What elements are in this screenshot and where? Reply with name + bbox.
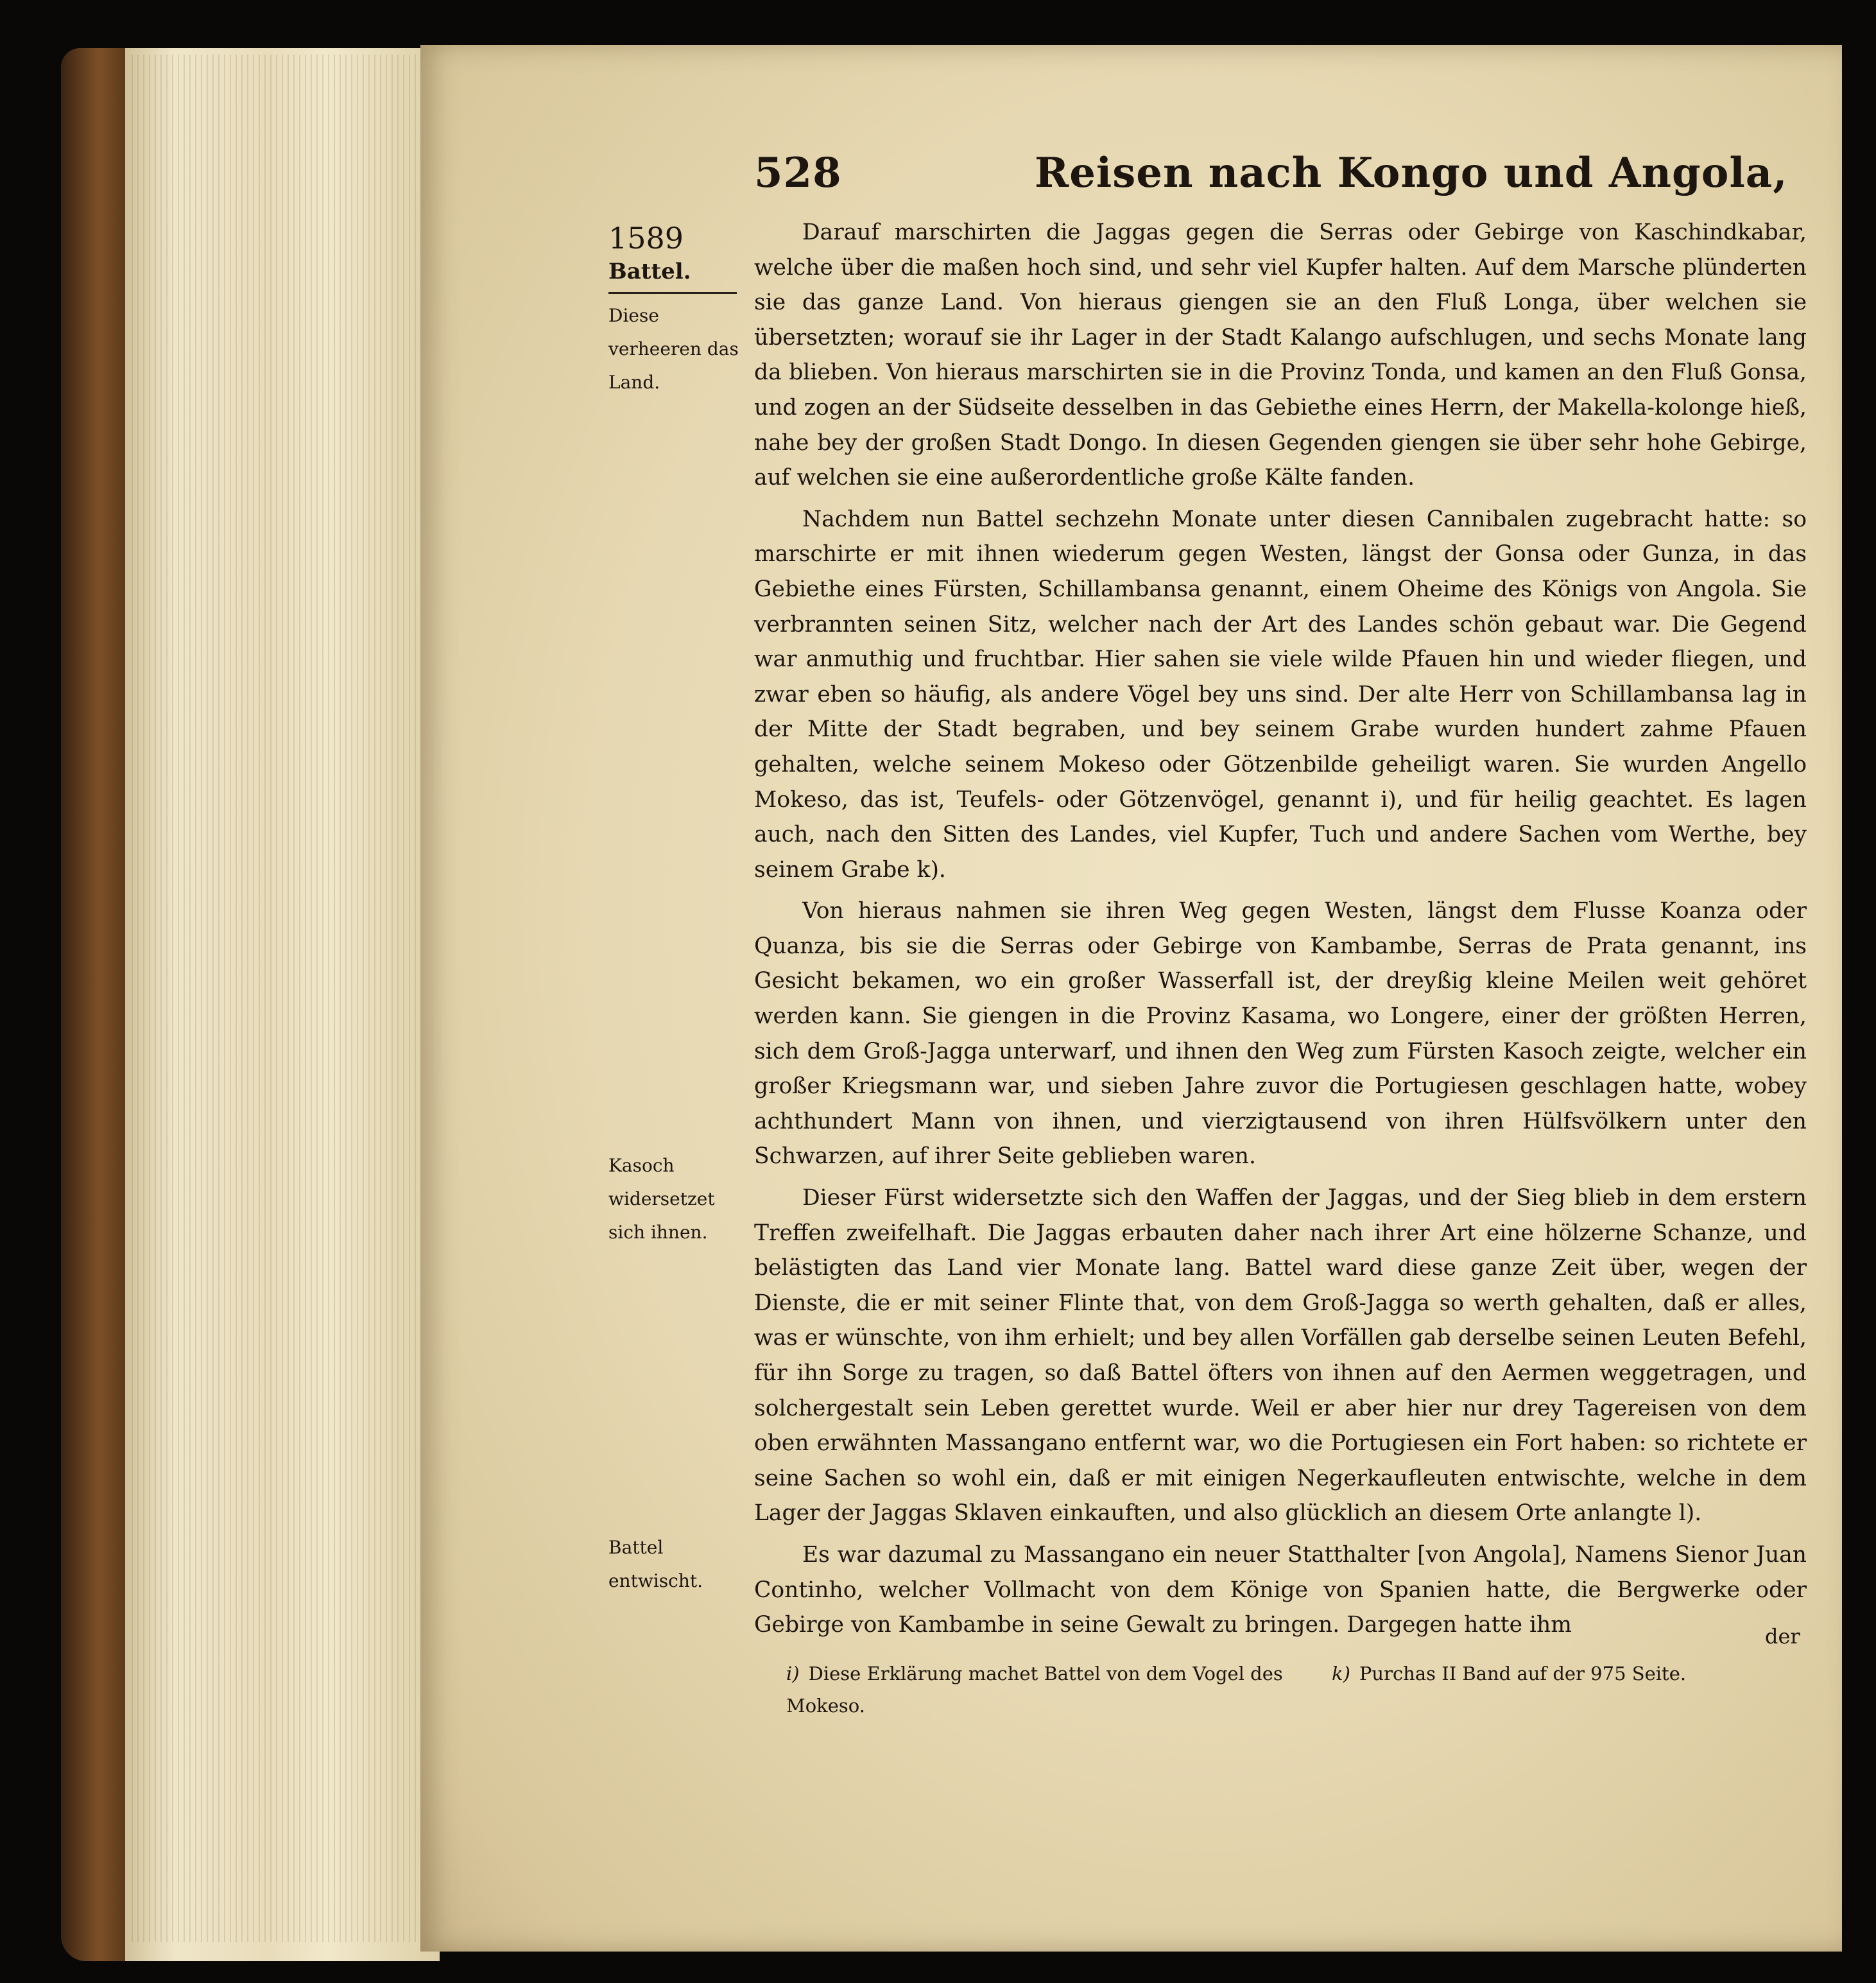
body-text bbox=[754, 215, 1807, 1649]
catchword: der bbox=[1765, 1624, 1800, 1649]
footnote-i-text: Diese Erklärung machet Battel von dem Vogel des Mokeso. bbox=[786, 1663, 1283, 1717]
paragraph-3: Von hieraus nahmen sie ihren Weg gegen Westen, längst dem Flusse Koanza oder Quanza, bis sie die Serras oder Gebirge von Kambambe, Serras de Prata genannt, ins Gesicht bekamen, wo ein großer Wasserfall ist, der dreyßig kleine Meilen weit gehöret werden kann. Sie giengen in die Provinz Kasama, wo Longere, einer der größten Herren, sich dem Groß-Jagga unterwarf, und ihnen den Weg zum Fürsten Kasoch zeigte, welcher ein großer Kriegsmann war, und sieben Jahre zuvor die Portugiesen geschlagen hatte, wobey achthundert Mann von ihnen, und vierzigtausend von ihren Hülfsvölkern unter den Schwarzen, auf ihrer Seite geblieben waren. bbox=[754, 898, 1807, 1170]
margin-note-devastation: Diese verheeren das Land. bbox=[608, 305, 739, 393]
paragraph-1: Darauf marschirten die Jaggas gegen die Serras oder Gebirge von Kaschindkabar, welche über die maßen hoch sind, und sehr viel Kupfer halten. Auf dem Marsche plünderten sie das ganze Land. Von hieraus giengen sie an den Fluß Longa, über welchen sie übersetzten; worauf sie ihr Lager in der Stadt Kalango aufschlugen, und sechs Monate lang da blieben. Von hieraus marschirten sie in die Provinz Tonda, und kamen an den Fluß Gonsa, und zogen an der Südseite desselben in das Gebiethe eines Herrn, der Makella-kolonge hieß, nahe bey der großen Stadt Dongo. In diesen Gegenden giengen sie über sehr hohe Gebirge, auf welchen sie eine außerordentliche große Kälte fanden. bbox=[754, 220, 1807, 491]
page-number: 528 bbox=[754, 149, 842, 197]
margin-note-year bbox=[608, 221, 751, 399]
margin-note-kasoch bbox=[608, 1149, 751, 1249]
book-page-edges bbox=[61, 48, 440, 1961]
margin-rule bbox=[608, 292, 737, 294]
footnote-k-marker: k) bbox=[1332, 1663, 1350, 1684]
margin-note-escape-text: Battel entwischt. bbox=[608, 1537, 703, 1591]
footnote-i bbox=[786, 1658, 1312, 1722]
paragraph-4: Dieser Fürst widersetzte sich den Waffen der Jaggas, und der Sieg blieb in dem erstern Treffen zweifelhaft. Die Jaggas erbauten daher nach ihrer Art eine hölzerne Schanze, und belästigten das Land vier Monate lang. Battel ward diese ganze Zeit über, wegen der Dienste, die er mit seiner Flinte that, von dem Groß-Jagga so werth gehalten, daß er alles, was er wünschte, von ihm erhielt; und bey allen Vorfällen gab derselbe seinen Leuten Befehl, für ihn Sorge zu tragen, so daß Battel öfters von ihnen auf den Aermen weggetragen, und solchergestalt sein Leben gerettet wurde. Weil er aber hier nur drey Tagereisen von dem oben erwähnten Massangano entfernt war, wo die Portugiesen ein Fort haben: so richtete er seine Sachen so wohl ein, daß er mit einigen Negerkaufleuten entwischte, welche in dem Lager der Jaggas Sklaven einkauften, und also glücklich an diesem Orte anlangte l). bbox=[754, 1185, 1807, 1527]
footnote-k bbox=[1332, 1658, 1807, 1690]
book-cover-edge bbox=[61, 48, 125, 1961]
page-stack bbox=[132, 55, 440, 1942]
margin-name: Battel. bbox=[608, 259, 691, 284]
paragraph-2: Nachdem nun Battel sechzehn Monate unter diesen Cannibalen zugebracht hatte: so marschirte er mit ihnen wiederum gegen Westen, längst der Gonsa oder Gunza, in das Gebiethe eines Fürsten, Schillambansa genannt, einem Oheime des Königs von Angola. Sie verbrannten seinen Sitz, welcher nach der Art des Landes schön gebaut war. Die Gegend war anmuthig und fruchtbar. Hier sahen sie viele wilde Pfauen hin und wieder fliegen, und zwar eben so häufig, als andere Vögel bey uns sind. Der alte Herr von Schillambansa lag in der Mitte der Stadt begraben, und bey seinem Grabe wurden hundert zahme Pfauen gehalten, welche seinem Mokeso oder Götzenbilde geheiligt waren. Sie wurden Angello Mokeso, das ist, Teufels- oder Götzenvögel, genannt i), und für heilig geachtet. Es lagen auch, nach den Sitten des Landes, viel Kupfer, Tuch und andere Sachen vom Werthe, bey seinem Grabe k). bbox=[754, 506, 1807, 883]
margin-note-kasoch-text: Kasoch widersetzet sich ihnen. bbox=[608, 1155, 715, 1243]
footnote-i-marker: i) bbox=[786, 1663, 800, 1684]
footnote-k-text: Purchas II Band auf der 975 Seite. bbox=[1359, 1663, 1687, 1684]
margin-note-escape bbox=[608, 1531, 751, 1598]
margin-year: 1589 bbox=[608, 221, 684, 255]
paragraph-5: Es war dazumal zu Massangano ein neuer Statthalter [von Angola], Namens Sienor Juan Continho, welcher Vollmacht von dem Könige von Spanien hatte, die Bergwerke oder Gebirge von Kambambe in seine Gewalt zu bringen. Dargegen hatte ihm bbox=[754, 1541, 1807, 1638]
running-title: Reisen nach Kongo und Angola, bbox=[1035, 149, 1788, 197]
